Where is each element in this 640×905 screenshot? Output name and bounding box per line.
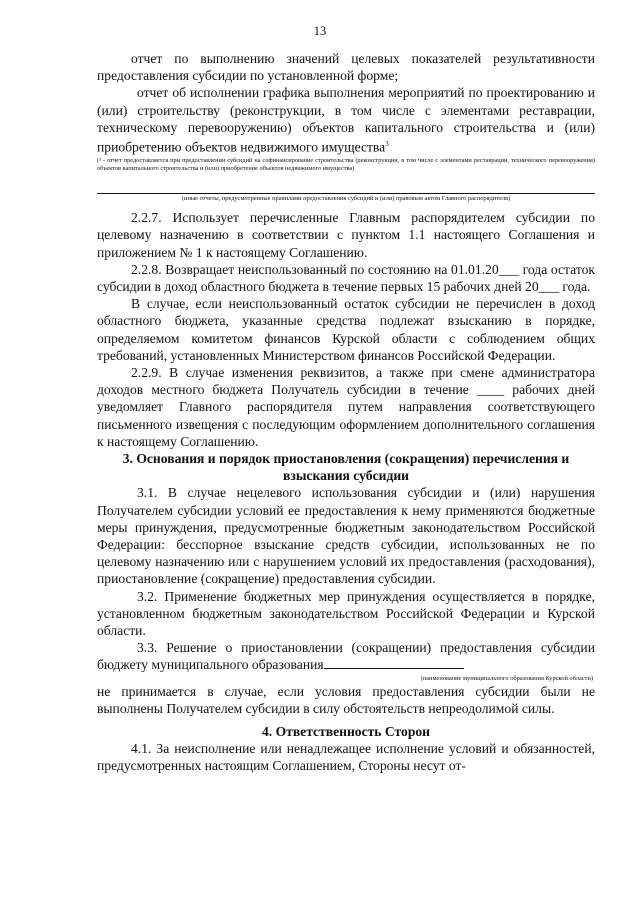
- footnote-marker: 3: [385, 140, 389, 149]
- paragraph-4-1: 4.1. За неисполнение или ненадлежащее исполнение условий и обязанностей, предусмотренных настоящим Соглашением, Стороны несут от-: [97, 741, 595, 774]
- paragraph-3-3: [97, 639, 595, 673]
- page-number: 13: [313, 24, 327, 38]
- paragraph-3-3-text: 3.3. Решение о приостановлении (сокращении) предоставления субсидии бюджету муниципального образования: [97, 640, 595, 673]
- paragraph-2-2-9: 2.2.9. В случае изменения реквизитов, а также при смене администратора доходов местного бюджета Получатель субсидии в течение ____ рабочих дней уведомляет Главного распорядителя путем направления соответствующего письменного извещения с последующим оформлением дополнительного соглашения к настоящему Соглашению.: [97, 364, 595, 449]
- paragraph-3-2: 3.2. Применение бюджетных мер принуждения осуществляется в порядке, установленном бюджетным законодательством Российской Федерации и Курской области.: [97, 588, 595, 639]
- paragraph-report-targets: отчет по выполнению значений целевых показателей результативности предоставления субсидии по установленной форме;: [97, 51, 595, 84]
- section-3-heading: 3. Основания и порядок приостановления (сокращения) перечисления и взыскания субсидии: [122, 451, 570, 484]
- paragraph-report-schedule: [97, 84, 595, 155]
- paragraph-2-2-8: 2.2.8. Возвращает неиспользованный по состоянию на 01.01.20___ года остаток субсидии в доход областного бюджета в течение первых 15 рабочих дней 20___ года.: [97, 261, 595, 294]
- paragraph-2-2-8-continued: В случае, если неиспользованный остаток субсидии не перечислен в доход областного бюджета, указанные средства подлежат взысканию в порядке, определяемом комитетом финансов Курской области с соблюдением общих требований, установленных Министерством финансов Российской Федерации.: [97, 296, 595, 363]
- document-body: [97, 50, 595, 775]
- footnote-text: (³ - отчет предоставляется при предоставлении субсидий на софинансирование строительства (реконструкции, в том числе с элементами реставрации, технического перевооружения) объектов капитального строительства и (или) приобретение объектов недвижимого имущества): [97, 156, 595, 172]
- paragraph-2-2-7: 2.2.7. Использует перечисленные Главным распорядителем субсидии по целевому назначению в соответствии с пунктом 1.1 настоящего Соглашения и приложением № 1 к настоящему Соглашению.: [97, 210, 595, 260]
- municipality-blank: [324, 656, 464, 669]
- paragraph-report-schedule-text: отчет об исполнении графика выполнения мероприятий по проектированию и (или) строительству (реконструкции, в том числе с элементами реставрации, техническому перевооружению) объектов капитального строительства и (или) приобретению объектов недвижимого имущества: [97, 85, 595, 155]
- paragraph-3-3-continued: не принимается в случае, если условия предоставления субсидии были не выполнены Получателем субсидии в силу обстоятельств непреодолимой силы.: [97, 683, 595, 716]
- other-reports-caption: (иные отчеты, предусмотренные правилами предоставления субсидий и (или) правовым актом Главного распорядителя): [181, 195, 511, 203]
- paragraph-3-1: 3.1. В случае нецелевого использования субсидии и (или) нарушения Получателем субсидии условий ее предоставления к нему применяются бюджетные меры принуждения, предусмотренные бюджетным законодательством Российской Федерации: бесспорное взыскание средств субсидии, использованных не по целевому назначению или с нарушением условий их предоставления (расходования), приостановление (сокращение) предоставления субсидии.: [97, 485, 595, 587]
- section-4-heading: 4. Ответственность Сторон: [261, 724, 431, 740]
- municipality-caption: (наименование муниципального образования Курской области): [420, 674, 593, 682]
- other-reports-blank-line: [97, 179, 595, 194]
